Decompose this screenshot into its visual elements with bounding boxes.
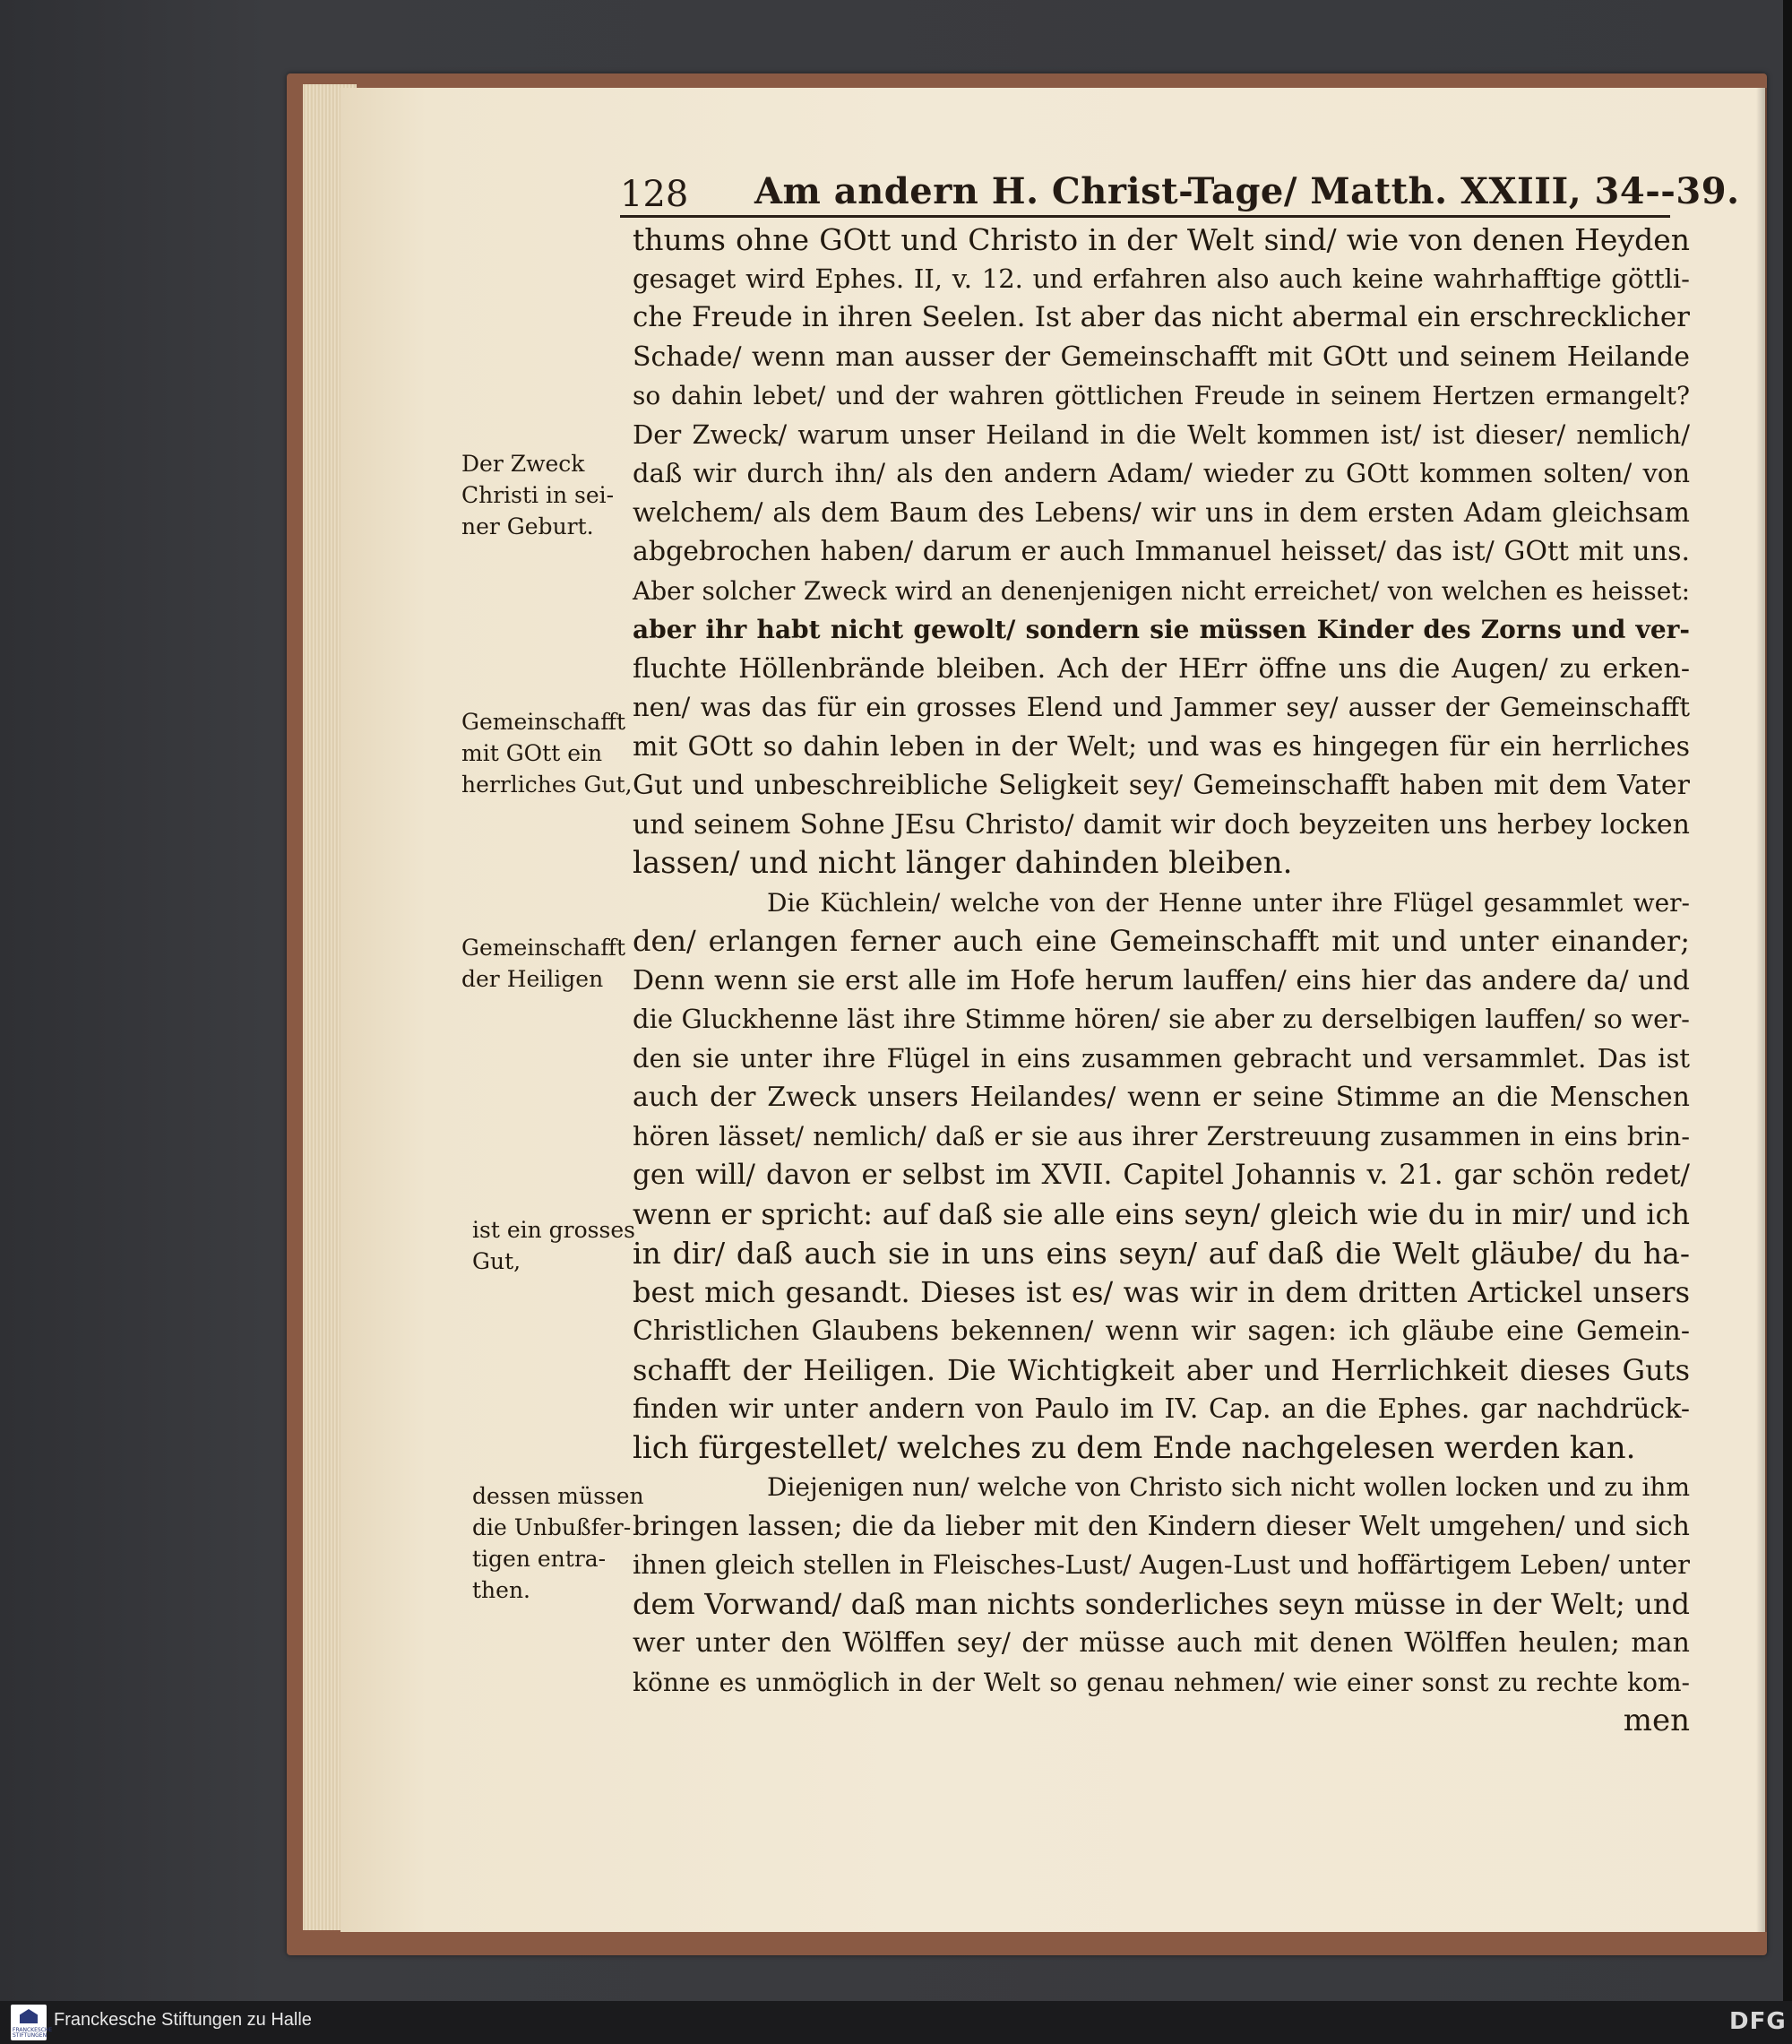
text-line: bringen lassen; die da lieber mit den Kindern dieser Welt umgehen/ und sich bbox=[633, 1510, 1690, 1542]
margin-note-zweck bbox=[461, 448, 641, 542]
catchword: men bbox=[1623, 1703, 1690, 1738]
text-line: gesaget wird Ephes. II, v. 12. und erfahren also auch keine wahrhafftige göttli- bbox=[633, 263, 1690, 294]
margin-note-line: Gemeinschafft bbox=[461, 709, 626, 735]
margin-note-gemeinschafft-heiligen bbox=[461, 932, 641, 995]
text-line: Der Zweck/ warum unser Heiland in die Welt kommen ist/ ist dieser/ nemlich/ bbox=[633, 418, 1690, 450]
page-header bbox=[620, 170, 1740, 220]
text-line: die Gluckhenne läst ihre Stimme hören/ sie aber zu derselbigen lauffen/ so wer- bbox=[633, 1004, 1690, 1034]
text-line: abgebrochen haben/ darum er auch Immanuel heisset/ das ist/ GOtt mit uns. bbox=[633, 536, 1690, 567]
text-line: könne es unmöglich in der Welt so genau nehmen/ wie einer sonst zu rechte kom- bbox=[633, 1667, 1690, 1697]
text-line: hören lässet/ nemlich/ daß er sie aus ihrer Zerstreuung zusammen in eins brin- bbox=[633, 1120, 1690, 1151]
header-rule bbox=[620, 215, 1670, 218]
text-line: Denn wenn sie erst alle im Hofe herum lauffen/ eins hier das andere da/ und bbox=[633, 964, 1690, 996]
text-line: lich fürgestellet/ welches zu dem Ende nachgelesen werden kan. bbox=[633, 1429, 1636, 1466]
text-line: che Freude in ihren Seelen. Ist aber das nicht abermal ein erschrecklicher bbox=[633, 301, 1690, 333]
text-line: finden wir unter andern von Paulo im IV. Cap. an die Ephes. gar nachdrück- bbox=[633, 1393, 1690, 1425]
margin-note-line: Der Zweck bbox=[461, 451, 585, 477]
margin-note-line: herrliches Gut, bbox=[461, 772, 633, 798]
text-line: nen/ was das für ein grosses Elend und Jammer sey/ ausser der Gemeinschafft bbox=[633, 692, 1690, 722]
text-line: den sie unter ihre Flügel in eins zusammen gebracht und versammlet. Das ist bbox=[633, 1042, 1690, 1074]
body-text bbox=[633, 220, 1690, 1741]
text-line: schafft der Heiligen. Die Wichtigkeit aber und Herrlichkeit dieses Guts bbox=[633, 1352, 1690, 1387]
margin-note-line: die Unbußfer- bbox=[472, 1514, 632, 1540]
text-line: Die Küchlein/ welche von der Henne unter ihre Flügel gesammlet wer- bbox=[767, 887, 1690, 918]
text-line: Diejenigen nun/ welche von Christo sich nicht wollen locken und zu ihm bbox=[767, 1472, 1690, 1502]
text-line: auch der Zweck unsers Heilandes/ wenn er seine Stimme an die Menschen bbox=[633, 1082, 1690, 1113]
margin-note-unbussfertigen bbox=[472, 1480, 651, 1606]
text-line: thums ohne GOtt und Christo in der Welt sind/ wie von denen Heyden bbox=[633, 222, 1690, 257]
text-line: wer unter den Wölffen sey/ der müsse auch mit denen Wölffen heulen; man bbox=[633, 1627, 1690, 1659]
margin-note-line: dessen müssen bbox=[472, 1483, 644, 1509]
text-line: so dahin lebet/ und der wahren göttlichen Freude in seinem Hertzen ermangelt? bbox=[633, 381, 1690, 410]
institution-name: Franckesche Stiftungen zu Halle bbox=[54, 2010, 312, 2030]
text-line: den/ erlangen ferner auch eine Gemeinschafft mit und unter einander; bbox=[633, 924, 1690, 958]
text-line: Schade/ wenn man ausser der Gemeinschafft mit GOtt und seinem Heilande bbox=[633, 341, 1690, 373]
page-number: 128 bbox=[620, 174, 689, 215]
margin-note-line: mit GOtt ein bbox=[461, 740, 603, 766]
logo-lettering: FRANCKESCHE STIFTUNGEN bbox=[13, 2027, 53, 2039]
text-line: aber ihr habt nicht gewolt/ sondern sie müssen Kinder des Zorns und ver- bbox=[633, 615, 1690, 644]
margin-note-line: Gut, bbox=[472, 1248, 521, 1274]
text-line: ihnen gleich stellen in Fleisches-Lust/ Augen-Lust und hoffärtigem Leben/ unter bbox=[633, 1549, 1690, 1580]
text-line: Christlichen Glaubens bekennen/ wenn wir sagen: ich gläube eine Gemein- bbox=[633, 1315, 1690, 1347]
text-line: mit GOtt so dahin leben in der Welt; und was es hingegen für ein herrliches bbox=[633, 730, 1690, 763]
text-line: Gut und unbeschreibliche Seligkeit sey/ Gemeinschafft haben mit dem Vater bbox=[633, 770, 1690, 801]
margin-note-grosses-gut bbox=[472, 1214, 651, 1277]
text-line: in dir/ daß auch sie in uns eins seyn/ auf daß die Welt gläube/ du ha- bbox=[633, 1236, 1690, 1271]
margin-note-line: tigen entra- bbox=[472, 1546, 607, 1572]
margin-note-gemeinschafft-gott bbox=[461, 706, 641, 800]
text-line: Aber solcher Zweck wird an denenjenigen nicht erreichet/ von welchen es heisset: bbox=[633, 575, 1690, 606]
text-line: wenn er spricht: auf daß sie alle eins seyn/ gleich wie du in mir/ und ich bbox=[633, 1196, 1690, 1231]
text-line: fluchte Höllenbrände bleiben. Ach der HErr öffne uns die Augen/ zu erken- bbox=[633, 652, 1690, 685]
scan-edge bbox=[1783, 0, 1792, 2001]
text-line: lassen/ und nicht länger dahinden bleiben. bbox=[633, 845, 1293, 881]
page-gutter-shadow bbox=[1756, 88, 1767, 1932]
text-line: best mich gesandt. Dieses ist es/ was wir in dem dritten Artickel unsers bbox=[633, 1274, 1690, 1309]
text-line: gen will/ davon er selbst im XVII. Capitel Johannis v. 21. gar schön redet/ bbox=[633, 1159, 1690, 1191]
margin-note-line: then. bbox=[472, 1577, 530, 1603]
institution-logo-icon bbox=[11, 2005, 53, 2040]
building-icon bbox=[20, 2009, 38, 2023]
margin-note-line: ner Geburt. bbox=[461, 513, 594, 539]
dfg-logo: DFG bbox=[1729, 2008, 1787, 2035]
margin-note-line: der Heiligen bbox=[461, 966, 604, 992]
margin-note-line: ist ein grosses bbox=[472, 1217, 635, 1243]
text-line: und seinem Sohne JEsu Christo/ damit wir doch beyzeiten uns herbey locken bbox=[633, 808, 1690, 841]
margin-note-line: Gemeinschafft bbox=[461, 935, 626, 961]
running-head: Am andern H. Christ-Tage/ Matth. XXIII, 34--39. bbox=[754, 170, 1740, 212]
margin-note-line: Christi in sei- bbox=[461, 482, 615, 508]
viewer-footer bbox=[0, 2001, 1792, 2044]
text-line: daß wir durch ihn/ als den andern Adam/ wieder zu GOtt kommen solten/ von bbox=[633, 458, 1690, 488]
text-line: welchem/ als dem Baum des Lebens/ wir uns in dem ersten Adam gleichsam bbox=[633, 496, 1690, 529]
text-line: dem Vorwand/ daß man nichts sonderliches seyn müsse in der Welt; und bbox=[633, 1586, 1690, 1621]
